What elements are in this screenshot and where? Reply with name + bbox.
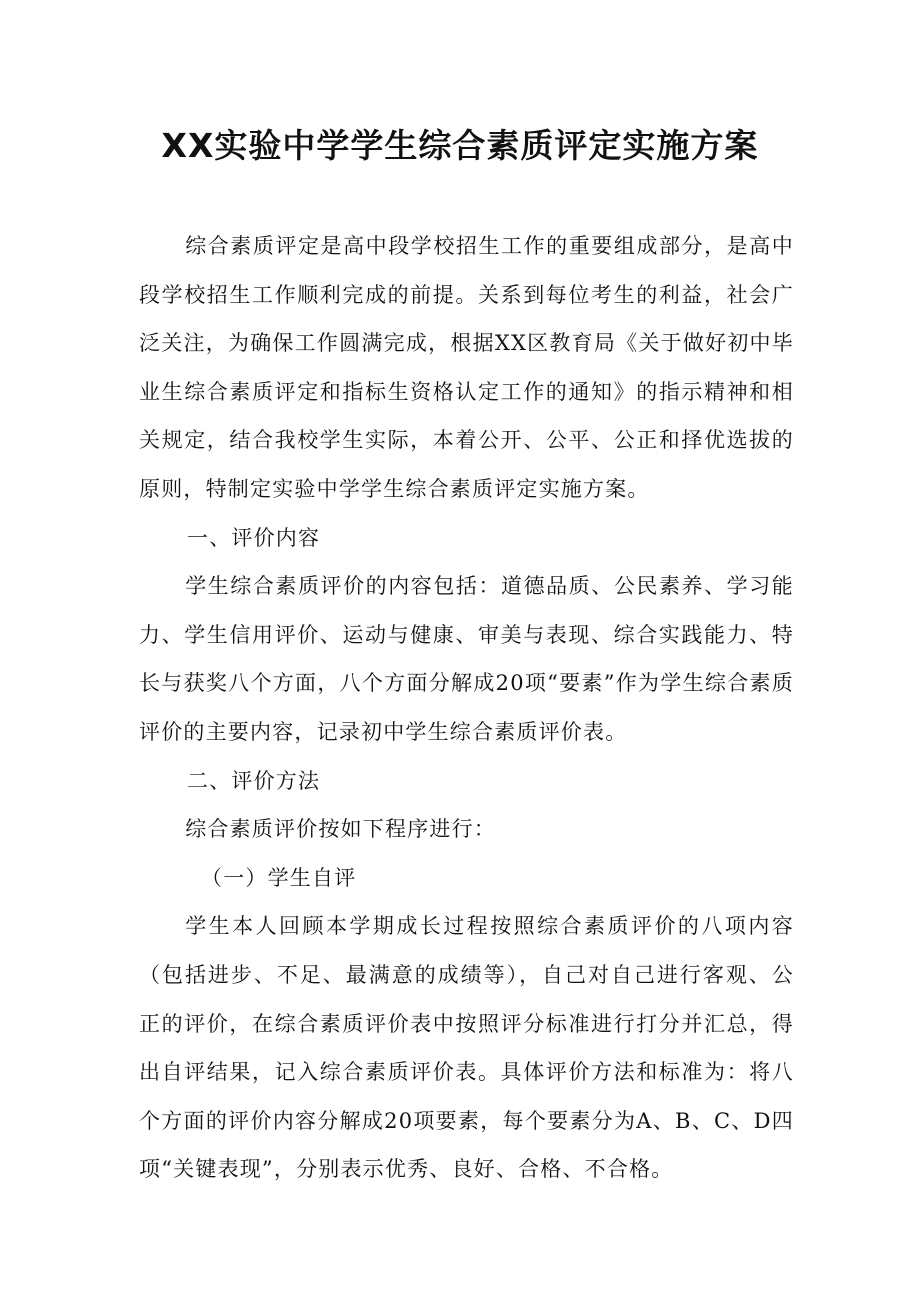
self-evaluation-paragraph: 学生本人回顾本学期成长过程按照综合素质评价的八项内容（包括进步、不足、最满意的成绩等），自己对自己进行客观、公正的评价，在综合素质评价表中按照评分标准进行打分并汇总，得出自评结果，记入综合素质评价表。具体评价方法和标准为：将八个方面的评价内容分解成20项要素，每个要素分为A、B、C、D四项“关键表现”，分别表示优秀、良好、合格、不合格。	[139, 914, 794, 1182]
document-title: XX实验中学学生综合素质评定实施方案	[161, 126, 759, 165]
section-heading-evaluation-content: 一、评价内容	[187, 525, 321, 550]
intro-paragraph: 综合素质评定是高中段学校招生工作的重要组成部分，是高中段学校招生工作顺利完成的前提。关系到每位考生的利益，社会广泛关注，为确保工作圆满完成，根据XX区教育局《关于做好初中毕业生综合素质评定和指标生资格认定工作的通知》的指示精神和相关规定，结合我校学生实际，本着公开、公平、公正和择优选拔的原则，特制定实验中学学生综合素质评定实施方案。	[139, 234, 794, 501]
evaluation-content-paragraph: 学生综合素质评价的内容包括：道德品质、公民素养、学习能力、学生信用评价、运动与健康、审美与表现、综合实践能力、特长与获奖八个方面，八个方面分解成20项“要素”作为学生综合素质评价的主要内容，记录初中学生综合素质评价表。	[139, 574, 794, 744]
section-heading-evaluation-method: 二、评价方法	[187, 768, 321, 793]
document-body	[139, 222, 794, 1194]
evaluation-method-intro: 综合素质评价按如下程序进行：	[185, 817, 496, 842]
subsection-heading-self-evaluation: （一）学生自评	[201, 865, 357, 890]
